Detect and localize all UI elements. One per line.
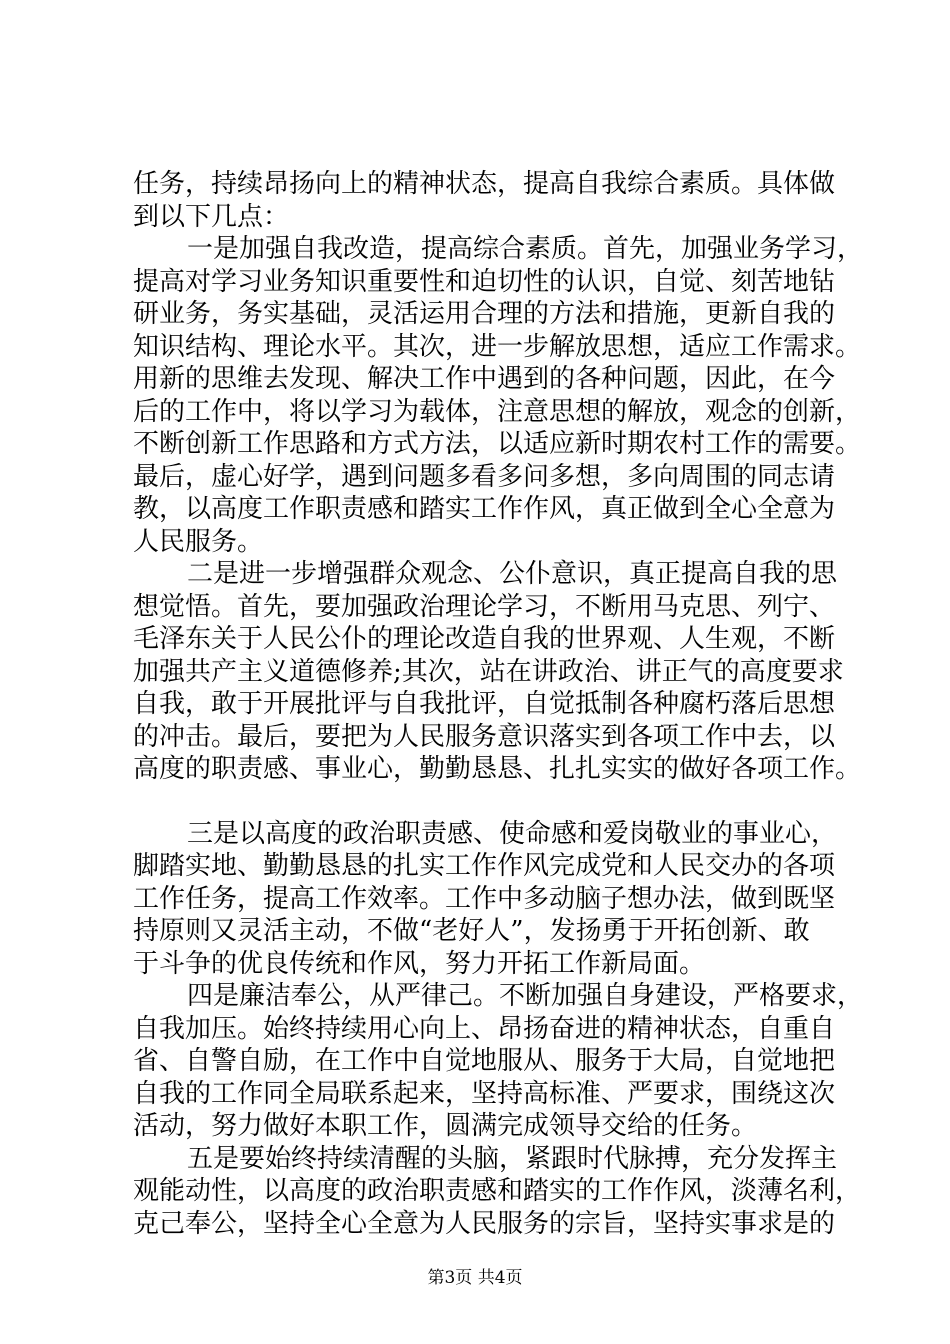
text-line: 知识结构、理论水平。其次，进一步解放思想，适应工作需求。 (133, 331, 862, 362)
text-line: 提高对学习业务知识重要性和迫切性的认识，自觉、刻苦地钻 (133, 266, 836, 297)
paragraph-gap (133, 786, 827, 818)
text-line: 于斗争的优良传统和作风，努力开拓工作新局面。 (133, 948, 706, 979)
text-line: 任务，持续昂扬向上的精神状态，提高自我综合素质。具体做 (133, 169, 836, 199)
text-line: 自我，敢于开展批评与自我批评，自觉抵制各种腐朽落后思想 (133, 689, 836, 719)
text-line: 想觉悟。首先，要加强政治理论学习，不断用马克思、列宁、 (133, 591, 836, 622)
text-line: 后的工作中，将以学习为载体，注意思想的解放，观念的创新， (133, 396, 862, 427)
text-line: 脚踏实地、勤勤恳恳的扎实工作作风完成党和人民交办的各项 (133, 851, 836, 881)
document-body (133, 168, 864, 1240)
text-line: 人民服务。 (133, 526, 264, 557)
text-line: 克己奉公，坚持全心全意为人民服务的宗旨，坚持实事求是的 (133, 1208, 836, 1239)
text-line: 高度的职责感、事业心，勤勤恳恳、扎扎实实的做好各项工作。 (133, 754, 862, 784)
text-line: 持原则又灵活主动，不做“老好人”，发扬勇于开拓创新、敢 (133, 916, 810, 946)
page-number-footer: 第3页 共4页 (427, 1268, 523, 1288)
text-line: 观能动性，以高度的政治职责感和踏实的工作作风，淡薄名利， (133, 1176, 862, 1206)
text-line: 自我的工作同全局联系起来，坚持高标准、严要求，围绕这次 (133, 1078, 836, 1109)
text-line: 工作任务，提高工作效率。工作中多动脑子想办法，做到既坚 (133, 883, 836, 914)
paragraph-start-line: 二是进一步增强群众观念、公仆意识，真正提高自我的思 (187, 559, 838, 589)
text-line: 加强共产主义道德修养;其次，站在讲政治、讲正气的高度要求 (133, 656, 844, 687)
text-line: 研业务，务实基础，灵活运用合理的方法和措施，更新自我的 (133, 299, 836, 329)
text-line: 用新的思维去发现、解决工作中遇到的各种问题，因此，在今 (133, 364, 836, 394)
text-line: 教，以高度工作职责感和踏实工作作风，真正做到全心全意为 (133, 494, 836, 524)
text-line: 不断创新工作思路和方式方法，以适应新时期农村工作的需要。 (133, 429, 862, 459)
text-line: 自我加压。始终持续用心向上、昂扬奋进的精神状态，自重自 (133, 1013, 836, 1044)
text-line: 最后，虚心好学，遇到问题多看多问多想，多向周围的同志请 (133, 461, 836, 492)
text-line: 省、自警自励，在工作中自觉地服从、服务于大局，自觉地把 (133, 1046, 836, 1076)
text-line: 的冲击。最后，要把为人民服务意识落实到各项工作中去，以 (133, 721, 836, 752)
paragraph-start-line: 一是加强自我改造，提高综合素质。首先，加强业务学习， (187, 234, 864, 264)
paragraph-start-line: 五是要始终持续清醒的头脑，紧跟时代脉搏，充分发挥主 (187, 1143, 838, 1174)
text-line: 到以下几点： (133, 201, 290, 232)
paragraph-start-line: 四是廉洁奉公，从严律己。不断加强自身建设，严格要求， (187, 981, 864, 1011)
paragraph-start-line: 三是以高度的政治职责感、使命感和爱岗敬业的事业心， (187, 818, 838, 849)
text-line: 活动，努力做好本职工作，圆满完成领导交给的任务。 (133, 1111, 758, 1141)
text-line: 毛泽东关于人民公仆的理论改造自我的世界观、人生观，不断 (133, 624, 836, 654)
